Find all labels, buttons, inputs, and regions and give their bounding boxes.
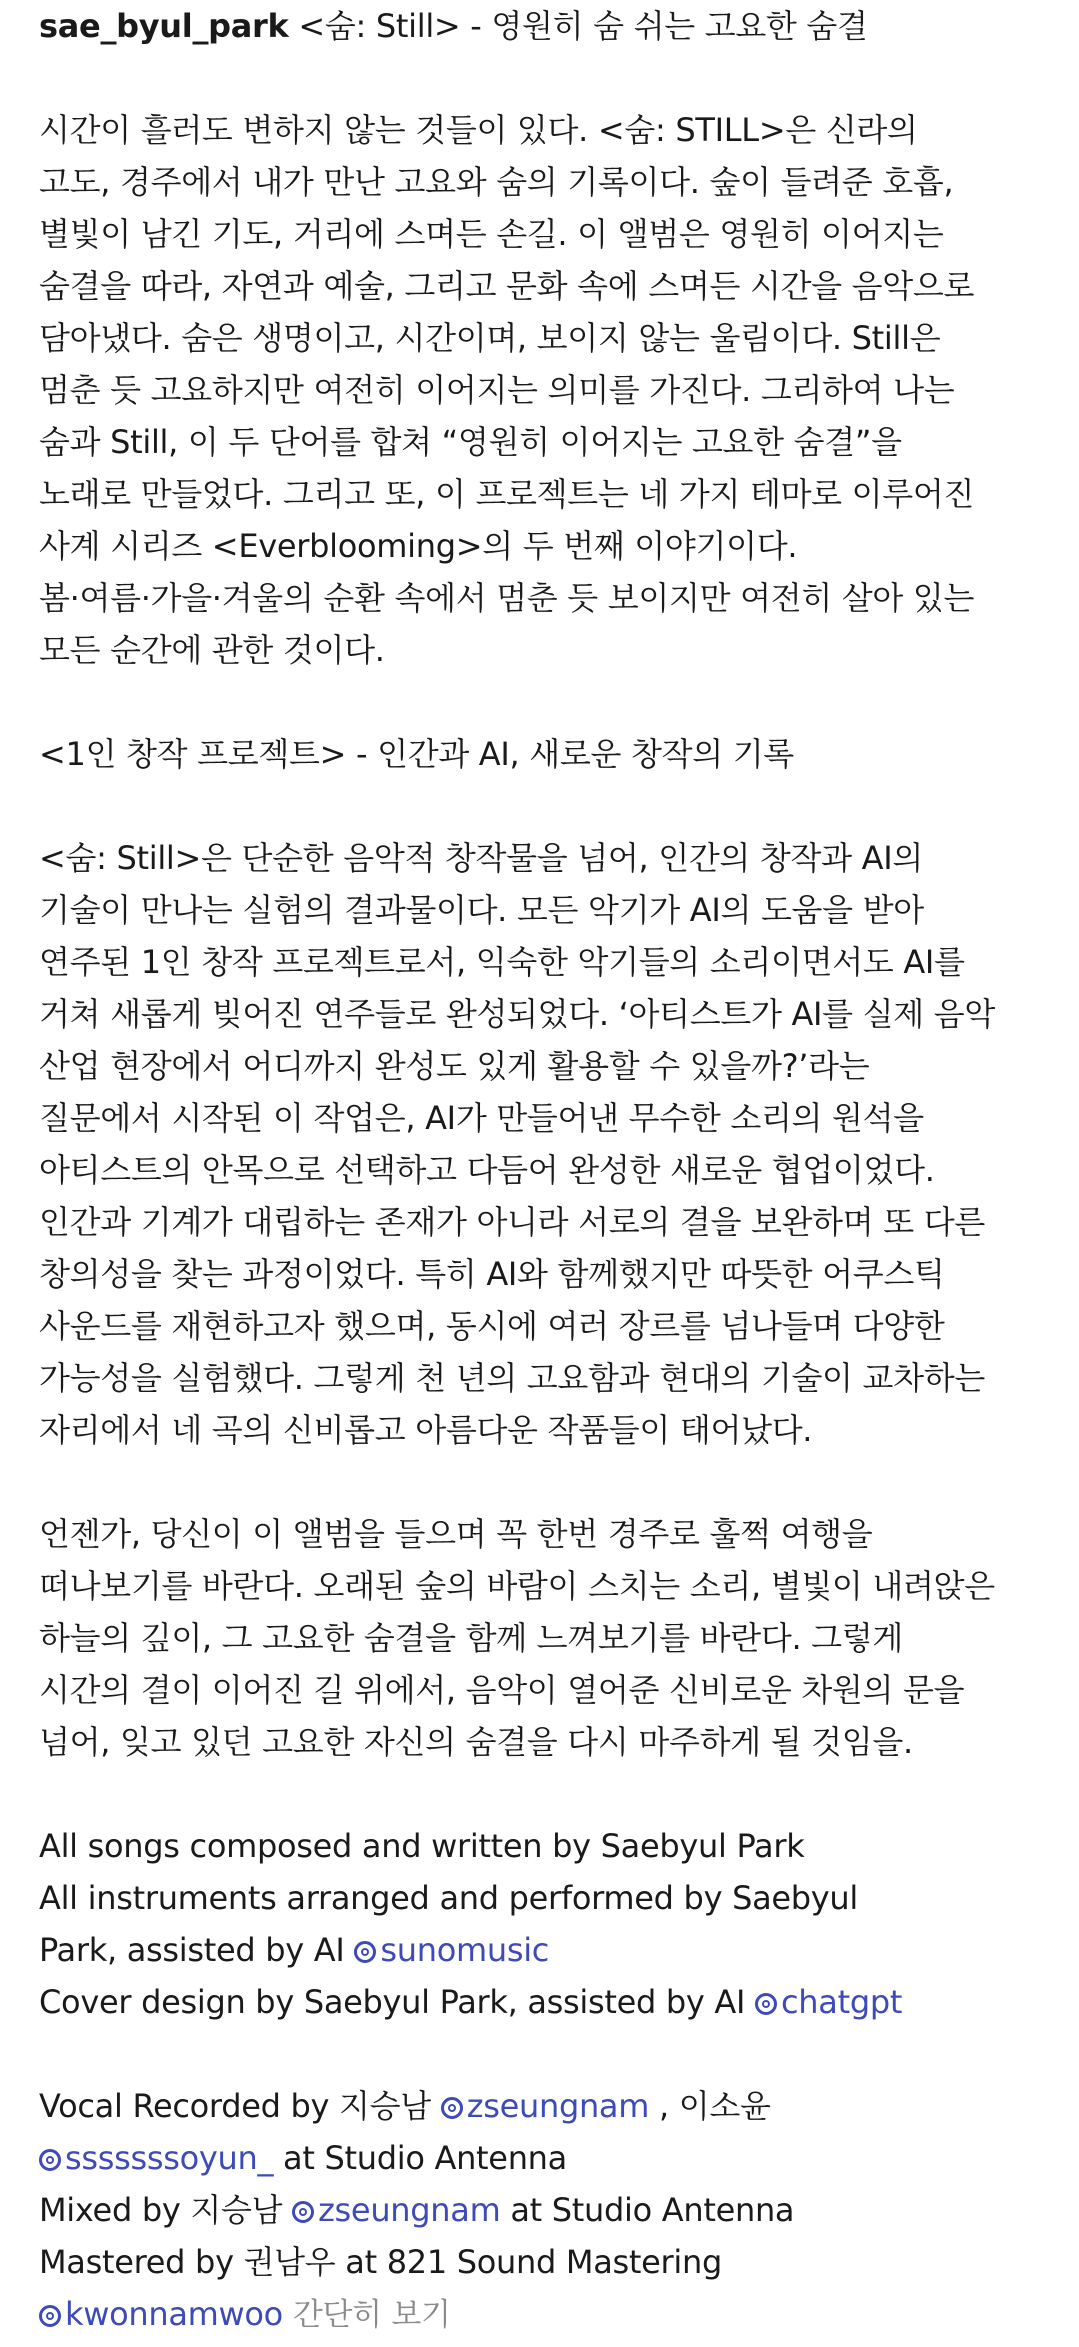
credit-line (39, 2080, 1049, 2132)
text-line: 노래로 만들었다. 그리고 또, 이 프로젝트는 네 가지 테마로 이루어진 (39, 475, 975, 513)
spacer (39, 1768, 1049, 1820)
credit-line (39, 2184, 1049, 2236)
spacer (39, 1456, 1049, 1508)
credit-text: , 이소윤 (649, 2087, 771, 2125)
text-line: 숨결을 따라, 자연과 예술, 그리고 문화 속에 스며든 시간을 음악으로 (39, 267, 975, 305)
text-line: 고도, 경주에서 내가 만난 고요와 숨의 기록이다. 숲이 들려준 호흡, (39, 163, 954, 201)
mention-sunomusic[interactable] (354, 1931, 549, 1969)
headline-text: <숨: Still> - 영원히 숨 쉬는 고요한 숨결 (288, 7, 868, 45)
paragraph-project (39, 832, 1049, 1456)
paragraph-closing (39, 1508, 1049, 1768)
mention-handle: sunomusic (380, 1931, 550, 1969)
credit-line (39, 1976, 1049, 2028)
spacer (39, 52, 1049, 104)
mention-handle: sssssssoyun_ (65, 2139, 274, 2177)
threads-mention-icon (441, 2097, 463, 2119)
credit-text: Vocal Recorded by 지승남 (39, 2087, 441, 2125)
text-line: 담아냈다. 숨은 생명이고, 시간이며, 보이지 않는 울림이다. Still은 (39, 319, 941, 357)
text-line: 가능성을 실험했다. 그렇게 천 년의 고요함과 현대의 기술이 교차하는 (39, 1359, 985, 1397)
credit-line (39, 1924, 1049, 1976)
credit-text: at Studio Antenna (500, 2191, 795, 2229)
text-line: 창의성을 찾는 과정이었다. 특히 AI와 함께했지만 따뜻한 어쿠스틱 (39, 1255, 945, 1293)
spacer (39, 2028, 1049, 2080)
credit-text: Mixed by 지승남 (39, 2191, 293, 2229)
text-line: <숨: Still>은 단순한 음악적 창작물을 넘어, 인간의 창작과 AI의 (39, 839, 923, 877)
text-line: 숨과 Still, 이 두 단어를 합쳐 “영원히 이어지는 고요한 숨결”을 (39, 423, 902, 461)
text-line: 사계 시리즈 <Everblooming>의 두 번째 이야기이다. (39, 527, 798, 565)
credits-section (39, 1820, 1049, 2028)
text-line: 넘어, 잊고 있던 고요한 자신의 숨결을 다시 마주하게 될 것임을. (39, 1723, 913, 1761)
mention-kwonnamwoo[interactable] (39, 2295, 283, 2333)
recording-credits (39, 2080, 1049, 2340)
threads-mention-icon (39, 2149, 61, 2171)
mention-zseungnam[interactable] (292, 2191, 500, 2229)
credit-line: All songs composed and written by Saebyul Park (39, 1827, 805, 1865)
credit-line: Mastered by 권남우 at 821 Sound Mastering (39, 2243, 722, 2281)
text-line: 모든 순간에 관한 것이다. (39, 631, 385, 669)
mention-handle: chatgpt (781, 1983, 903, 2021)
text-line: 아티스트의 안목으로 선택하고 다듬어 완성한 새로운 협업이었다. (39, 1151, 935, 1189)
subheading: <1인 창작 프로젝트> - 인간과 AI, 새로운 창작의 기록 (39, 735, 794, 773)
mention-handle: kwonnamwoo (65, 2295, 283, 2333)
text-line: 기술이 만나는 실험의 결과물이다. 모든 악기가 AI의 도움을 받아 (39, 891, 924, 929)
post-caption (39, 0, 1049, 2340)
mention-zseungnam[interactable] (441, 2087, 649, 2125)
text-line: 자리에서 네 곡의 신비롭고 아름다운 작품들이 태어났다. (39, 1411, 813, 1449)
text-line: 하늘의 깊이, 그 고요한 숨결을 함께 느껴보기를 바란다. 그렇게 (39, 1619, 904, 1657)
spacer (39, 676, 1049, 728)
credit-text: Park, assisted by AI (39, 1931, 355, 1969)
text-line: 사운드를 재현하고자 했으며, 동시에 여러 장르를 넘나들며 다양한 (39, 1307, 945, 1345)
text-line: 언젠가, 당신이 이 앨범을 들으며 꼭 한번 경주로 훌쩍 여행을 (39, 1515, 873, 1553)
text-line: 봄·여름·가을·겨울의 순환 속에서 멈춘 듯 보이지만 여전히 살아 있는 (39, 579, 975, 617)
text-line: 시간이 흘러도 변하지 않는 것들이 있다. <숨: STILL>은 신라의 (39, 111, 918, 149)
credit-line (39, 2288, 1049, 2340)
mention-sssssssoyun[interactable] (39, 2139, 273, 2177)
text-line: 질문에서 시작된 이 작업은, AI가 만들어낸 무수한 소리의 원석을 (39, 1099, 924, 1137)
threads-mention-icon (755, 1993, 777, 2015)
spacer (39, 780, 1049, 832)
text-line: 거쳐 새롭게 빚어진 연주들로 완성되었다. ‘아티스트가 AI를 실제 음악 (39, 995, 995, 1033)
mention-chatgpt[interactable] (755, 1983, 902, 2021)
mention-handle: zseungnam (318, 2191, 501, 2229)
text-line: 별빛이 남긴 기도, 거리에 스며든 손길. 이 앨범은 영원히 이어지는 (39, 215, 944, 253)
credit-text: Cover design by Saebyul Park, assisted by AI (39, 1983, 755, 2021)
threads-mention-icon (292, 2201, 314, 2223)
text-line: 산업 현장에서 어디까지 완성도 있게 활용할 수 있을까?’라는 (39, 1047, 870, 1085)
text-line: 인간과 기계가 대립하는 존재가 아니라 서로의 결을 보완하며 또 다른 (39, 1203, 985, 1241)
mention-handle: zseungnam (466, 2087, 650, 2125)
text-line: 떠나보기를 바란다. 오래된 숲의 바람이 스치는 소리, 별빛이 내려앉은 (39, 1567, 995, 1605)
username-link[interactable]: sae_byul_park (39, 7, 289, 45)
threads-mention-icon (354, 1941, 376, 1963)
see-less-button[interactable]: 간단히 보기 (292, 2297, 451, 2333)
credit-text: at Studio Antenna (273, 2139, 567, 2177)
credit-line: All instruments arranged and performed by Saebyul (39, 1879, 859, 1917)
credit-line (39, 2132, 1049, 2184)
text-line: 멈춘 듯 고요하지만 여전히 이어지는 의미를 가진다. 그리하여 나는 (39, 371, 955, 409)
text-line: 연주된 1인 창작 프로젝트로서, 익숙한 악기들의 소리이면서도 AI를 (39, 943, 965, 981)
text-line: 시간의 결이 이어진 길 위에서, 음악이 열어준 신비로운 차원의 문을 (39, 1671, 965, 1709)
caption-headline (39, 0, 1049, 52)
threads-mention-icon (39, 2305, 61, 2327)
paragraph-intro (39, 104, 1049, 676)
